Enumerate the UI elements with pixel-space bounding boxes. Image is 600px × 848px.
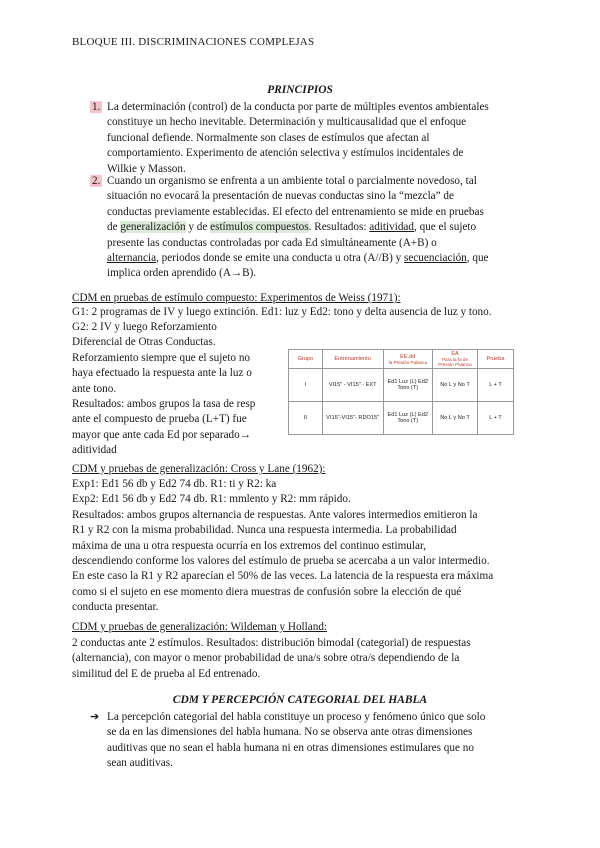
underlined-alternancia: alternancia xyxy=(107,252,157,265)
text-line: Exp2: Ed1 56 db y Ed2 74 db. R1: mmlento y R2: mm rápido. xyxy=(72,493,351,506)
table-cell: VI15" - VI15" - EXT xyxy=(322,369,383,402)
text-line: comportamiento. Experimento de atención selectiva y estímulos incidentales de xyxy=(107,147,464,160)
text-line: descendiendo conforme los valores del estímulo de prueba se acercaba a un valor intermedio. xyxy=(72,555,490,568)
table-cell: Ed1 Luz (L) Ed2 Tono (T) xyxy=(383,402,433,435)
underlined-secuenciacion: secuenciación xyxy=(404,252,467,265)
cross-lane-text xyxy=(72,477,542,616)
text-line: conductas previamente establecidas. El efecto del entrenamiento se mide en pruebas xyxy=(107,205,484,218)
table-cell: II xyxy=(289,402,323,435)
habla-text xyxy=(107,710,547,772)
text-line: similitud del E de prueba al Ed entrenado. xyxy=(72,667,261,680)
weiss-left-text xyxy=(72,320,282,459)
principle-1-text xyxy=(107,100,547,177)
text-line: ante tono. xyxy=(72,382,117,395)
text-line: Resultados: ambos grupos alternancia de respuestas. Ante valores intermedios emitieron la xyxy=(72,508,478,521)
cross-lane-heading: CDM y pruebas de generalización: Cross y Lane (1962): xyxy=(72,463,326,475)
text-line: situación no evocará la presentación de nuevas conductas sino la “mezcla” de xyxy=(107,190,454,203)
table-header-cell: Entrenamiento xyxy=(322,350,383,369)
weiss-table xyxy=(288,349,514,435)
text-line: R1 y R2 con la misma probabilidad. Nunca una respuesta intermedia. La probabilidad xyxy=(72,524,457,537)
text-line: funcional defiende. Normalmente son clases de estímulos que afectan al xyxy=(107,131,430,144)
text-line: presente las conductas controladas por cada Ed simultáneamente (A+B) o xyxy=(107,236,437,249)
section-title-habla: CDM Y PERCEPCIÓN CATEGORIAL DEL HABLA xyxy=(172,694,428,706)
text-line: conducta presentar. xyxy=(72,601,159,614)
text-line: se da en las dimensiones del habla humana. No se observa ante otras dimensiones xyxy=(107,726,473,739)
text-line: sean auditivas. xyxy=(107,757,173,770)
table-row xyxy=(289,369,514,402)
table-row xyxy=(289,402,514,435)
underlined-aditividad: aditividad xyxy=(369,221,414,234)
text-line: G2: 2 IV y luego Reforzamiento xyxy=(72,321,217,333)
text-line: Reforzamiento siempre que el sujeto no xyxy=(72,351,251,364)
text-line: Diferencial de Otras Conductas. xyxy=(72,336,216,349)
text-line: Exp1: Ed1 56 db y Ed2 74 db. R1: ti y R2: ka xyxy=(72,478,277,490)
table-header-cell: Grupo xyxy=(289,350,323,369)
table-cell: L + T xyxy=(478,369,514,402)
highlight-generalizacion: generalización xyxy=(120,221,186,234)
text-line: constituye un hecho inevitable. Determinación y multicausalidad que el enfoque xyxy=(107,116,467,129)
text-line: (alternancia), con mayor o menor probabilidad de una/s sobre otra/s dependiendo de la xyxy=(72,652,460,665)
highlight-estimulos-compuestos: estímulos compuestos xyxy=(210,221,309,234)
table-cell: VI15"-VI15"- RDO15" xyxy=(322,402,383,435)
text-line: Cuando un organismo se enfrenta a un ambiente total o parcialmente novedoso, tal xyxy=(107,175,477,187)
text-line: ante el compuesto de prueba (L+T) fue xyxy=(72,413,247,426)
text-line: máxima de una u otra respuesta ocurría en los extremos del continuo estimular, xyxy=(72,539,427,552)
weiss-heading: CDM en pruebas de estímulo compuesto: Experimentos de Weiss (1971): xyxy=(72,292,401,304)
section-title-principios: PRINCIPIOS xyxy=(267,84,333,96)
text-line: Wilkie y Masson. xyxy=(107,162,186,175)
table-header-cell: Prueba xyxy=(478,350,514,369)
table-cell: No L y No T xyxy=(433,402,478,435)
list-number-1: 1. xyxy=(92,101,101,113)
text-line: La percepción categorial del habla constituye un proceso y fenómeno único que solo xyxy=(107,711,486,723)
text-line: alternancia, periodos donde se emite una conducta u otra (A//B) y secuenciación, que xyxy=(107,252,489,265)
weiss-line-1: G1: 2 programas de IV y luego extinción. Ed1: luz y Ed2: tono y delta ausencia de luz y tono. xyxy=(72,306,492,318)
list-number-2: 2. xyxy=(92,175,101,187)
text-line: En este caso la R1 y R2 aparecían el 50% de las veces. La latencia de la respuesta era máxima xyxy=(72,570,494,583)
table-header-cell: EA Para la fa de Presión Palanca xyxy=(433,350,478,369)
text-line: de generalización y de estímulos compuestos. Resultados: aditividad, que el sujeto xyxy=(107,221,477,234)
text-line: aditividad xyxy=(72,444,117,457)
table-cell: L + T xyxy=(478,402,514,435)
text-line: como si el sujeto en ese momento diera muestras de confusión sobre la elección de qué xyxy=(72,585,462,598)
text-line: auditivas que no sean el habla humana ni en otras dimensiones estimulares que no xyxy=(107,741,474,754)
text-line: 2 conductas ante 2 estímulos. Resultados: distribución bimodal (categorial) de respuestas xyxy=(72,637,471,649)
text-line: La determinación (control) de la conducta por parte de múltiples eventos ambientales xyxy=(107,101,489,113)
text-line: mayor que ante cada Ed por separado→ xyxy=(72,428,251,441)
text-line: implica orden aprendido (A→B). xyxy=(107,267,257,280)
table-cell: No L y No T xyxy=(433,369,478,402)
page-header: BLOQUE III. DISCRIMINACIONES COMPLEJAS xyxy=(72,36,315,48)
wildeman-holland-text xyxy=(72,636,542,682)
table-cell: I xyxy=(289,369,323,402)
table-header-cell: EE.dd fa Presión Palanca xyxy=(383,350,433,369)
arrow-bullet-icon: ➔ xyxy=(90,711,100,723)
table-header-row xyxy=(289,350,514,369)
text-line: Resultados: ambos grupos la tasa de resp xyxy=(72,398,256,411)
text-line: haya efectuado la respuesta ante la luz o xyxy=(72,367,252,380)
wildeman-holland-heading: CDM y pruebas de generalización: Wildeman y Holland: xyxy=(72,621,328,633)
table-cell: Ed1 Luz (L) Ed2 Tono (T) xyxy=(383,369,433,402)
principle-2-text xyxy=(107,174,547,282)
